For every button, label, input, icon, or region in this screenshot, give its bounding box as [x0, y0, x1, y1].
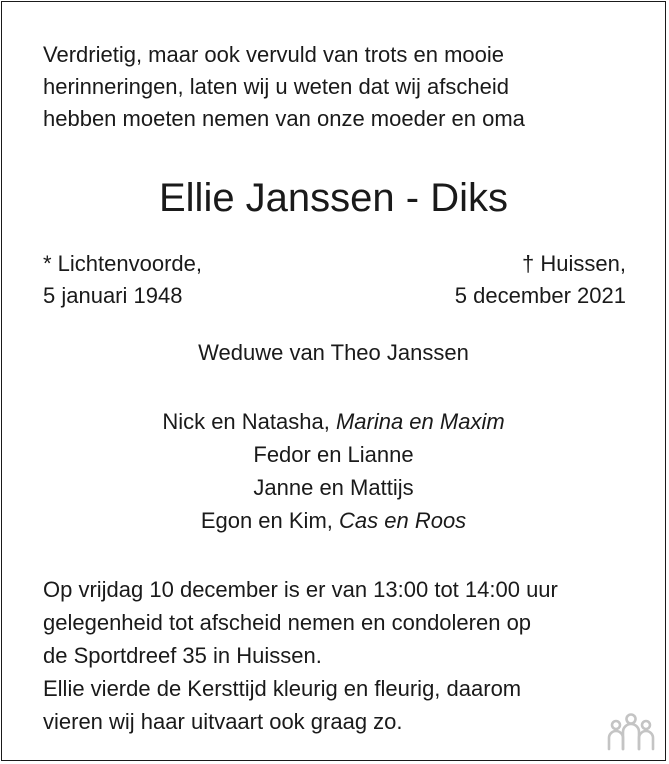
- birth-place: * Lichtenvoorde,: [43, 251, 202, 276]
- intro-line: herinneringen, laten wij u weten dat wij afscheid: [43, 74, 509, 99]
- obituary-card: [1, 1, 666, 761]
- death-place: † Huissen,: [522, 251, 626, 276]
- death-date: 5 december 2021: [454, 283, 626, 308]
- family-row: [2, 405, 665, 438]
- birth-date: 5 januari 1948: [43, 283, 183, 308]
- closing-line: gelegenheid tot afscheid nemen en condoleren op: [43, 610, 532, 635]
- widow-line: Weduwe van Theo Janssen: [198, 340, 469, 365]
- closing-line: de Sportdreef 35 in Huissen.: [43, 643, 322, 668]
- deceased-name: Ellie Janssen - Diks: [158, 176, 508, 220]
- family-list: [2, 405, 665, 537]
- children-names: Janne en Mattijs: [253, 475, 414, 500]
- closing-line: vieren wij haar uitvaart ook graag zo.: [43, 709, 403, 734]
- family-row: [2, 504, 665, 537]
- children-names: Nick en Natasha,: [162, 409, 336, 434]
- closing-line: Op vrijdag 10 december is er van 13:00 tot 14:00 uur: [43, 577, 558, 602]
- family-row: [2, 471, 665, 504]
- family-people-icon: [605, 712, 657, 752]
- closing-line: Ellie vierde de Kersttijd kleurig en fleurig, daarom: [43, 676, 522, 701]
- closing-text: [43, 573, 643, 738]
- grandchildren-names: Cas en Roos: [339, 508, 467, 533]
- intro-line: Verdrietig, maar ook vervuld van trots en mooie: [43, 42, 505, 67]
- death-info: [455, 248, 626, 312]
- children-names: Egon en Kim,: [200, 508, 339, 533]
- birth-info: [43, 248, 202, 312]
- grandchildren-names: Marina en Maxim: [335, 409, 505, 434]
- family-row: [2, 438, 665, 471]
- intro-line: hebben moeten nemen van onze moeder en oma: [43, 106, 525, 131]
- intro-text: [43, 39, 633, 135]
- children-names: Fedor en Lianne: [253, 442, 414, 467]
